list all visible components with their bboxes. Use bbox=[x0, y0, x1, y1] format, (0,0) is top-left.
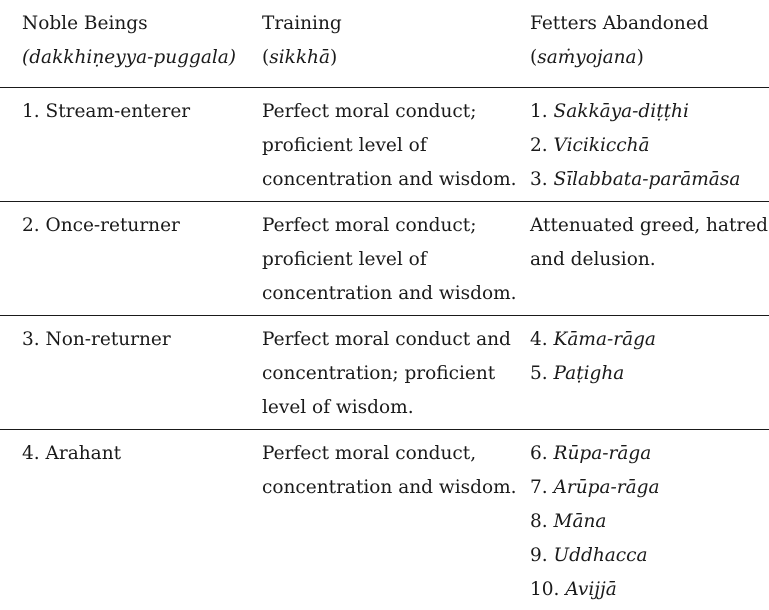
fetter-item bbox=[530, 573, 765, 607]
row-divider bbox=[0, 315, 769, 316]
fetter-name: Vicikicchā bbox=[553, 135, 650, 156]
noble-being-cell bbox=[22, 437, 247, 471]
fetter-item bbox=[530, 95, 765, 129]
noble-being-cell bbox=[22, 95, 247, 129]
fetter-item bbox=[530, 129, 765, 163]
noble-being: 1. Stream-enterer bbox=[22, 101, 191, 122]
fetter-number: 6. bbox=[530, 443, 554, 464]
fetters-cell bbox=[530, 95, 765, 197]
fetter-item bbox=[530, 437, 765, 471]
training-line: concentration and wisdom. bbox=[262, 169, 517, 190]
fetter-item bbox=[530, 471, 765, 505]
fetter-number: 9. bbox=[530, 545, 554, 566]
fetter-name: Rūpa-rāga bbox=[553, 443, 652, 464]
training-line: proficient level of bbox=[262, 249, 427, 270]
header-subtitle-term: sikkhā bbox=[269, 47, 330, 68]
training-line: concentration and wisdom. bbox=[262, 477, 517, 498]
fetter-number: 2. bbox=[530, 135, 554, 156]
fetter-number: 10. bbox=[530, 579, 566, 600]
fetter-name: Māna bbox=[553, 511, 607, 532]
row-divider bbox=[0, 201, 769, 202]
training-line: proficient level of bbox=[262, 135, 427, 156]
fetter-item bbox=[530, 505, 765, 539]
noble-being: 4. Arahant bbox=[22, 443, 122, 464]
fetter-number: 8. bbox=[530, 511, 554, 532]
header-title: Noble Beings bbox=[22, 13, 148, 34]
fetter-item bbox=[530, 539, 765, 573]
header-noble-beings bbox=[22, 7, 247, 75]
fetters-text-line: Attenuated greed, hatred bbox=[530, 215, 769, 236]
fetter-number: 7. bbox=[530, 477, 554, 498]
fetter-name: Uddhacca bbox=[553, 545, 648, 566]
noble-being-cell bbox=[22, 209, 247, 243]
header-subtitle: (saṁyojana) bbox=[530, 47, 644, 68]
fetters-cell bbox=[530, 209, 769, 277]
header-training bbox=[262, 7, 517, 75]
fetter-number: 5. bbox=[530, 363, 554, 384]
fetter-number: 1. bbox=[530, 101, 554, 122]
training-line: Perfect moral conduct; bbox=[262, 215, 477, 236]
fetter-name: Sīlabbata-parāmāsa bbox=[553, 169, 741, 190]
fetter-name: Kāma-rāga bbox=[553, 329, 656, 350]
fetters-cell bbox=[530, 323, 765, 391]
fetter-name: Sakkāya-diṭṭhi bbox=[553, 101, 689, 122]
header-title: Fetters Abandoned bbox=[530, 13, 709, 34]
training-line: Perfect moral conduct and bbox=[262, 329, 511, 350]
noble-being: 2. Once-returner bbox=[22, 215, 180, 236]
header-divider bbox=[0, 87, 769, 88]
row-divider bbox=[0, 429, 769, 430]
noble-being-cell bbox=[22, 323, 247, 357]
header-subtitle: (dakkhiṇeyya-puggala) bbox=[22, 47, 237, 68]
fetters-cell bbox=[530, 437, 765, 607]
training-line: concentration and wisdom. bbox=[262, 283, 517, 304]
header-subtitle: (sikkhā) bbox=[262, 47, 338, 68]
fetters-text-line: and delusion. bbox=[530, 249, 656, 270]
header-title: Training bbox=[262, 13, 342, 34]
fetter-item bbox=[530, 163, 765, 197]
training-line: concentration; proficient bbox=[262, 363, 496, 384]
fetter-name: Paṭigha bbox=[553, 363, 625, 384]
training-line: Perfect moral conduct; bbox=[262, 101, 477, 122]
header-subtitle-term: saṁyojana bbox=[537, 47, 637, 68]
training-cell bbox=[262, 209, 517, 311]
fetter-number: 3. bbox=[530, 169, 554, 190]
header-fetters bbox=[530, 7, 765, 75]
training-cell bbox=[262, 95, 517, 197]
training-line: Perfect moral conduct, bbox=[262, 443, 477, 464]
fetter-name: Arūpa-rāga bbox=[553, 477, 660, 498]
training-cell bbox=[262, 323, 517, 425]
fetter-name: Avijjā bbox=[565, 579, 617, 600]
training-line: level of wisdom. bbox=[262, 397, 414, 418]
training-cell bbox=[262, 437, 517, 505]
fetter-item bbox=[530, 323, 765, 357]
fetter-item bbox=[530, 357, 765, 391]
noble-being: 3. Non-returner bbox=[22, 329, 171, 350]
fetter-number: 4. bbox=[530, 329, 554, 350]
